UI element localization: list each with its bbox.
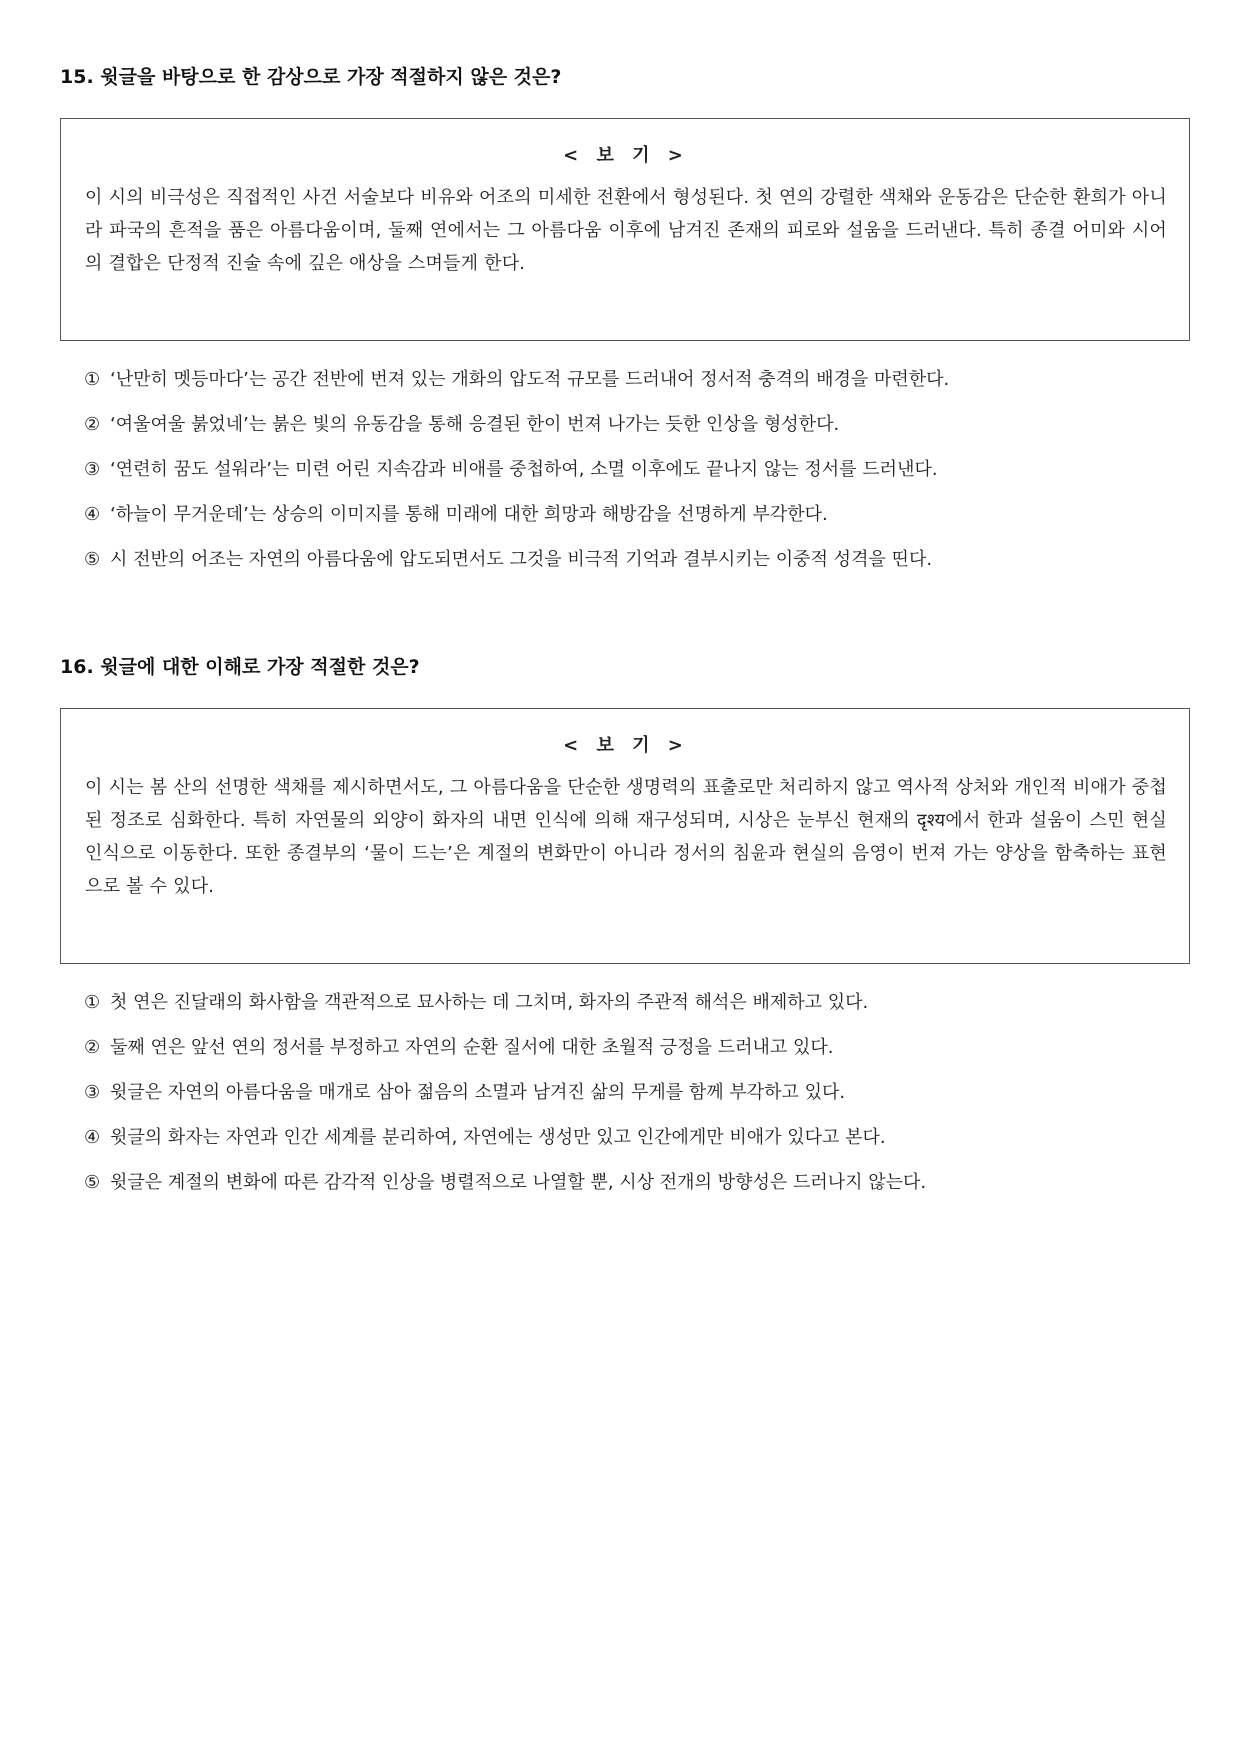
choice-text: 시 전반의 어조는 자연의 아름다움에 압도되면서도 그것을 비극적 기억과 결부시키는 이중적 성격을 띤다. bbox=[110, 549, 933, 570]
choice-text: 첫 연은 진달래의 화사함을 객관적으로 묘사하는 데 그치며, 화자의 주관적 해석은 배제하고 있다. bbox=[110, 992, 869, 1013]
choice-number: ③ bbox=[84, 459, 101, 480]
choice-text: 윗글의 화자는 자연과 인간 세계를 분리하여, 자연에는 생성만 있고 인간에게만 비애가 있다고 본다. bbox=[110, 1127, 886, 1148]
choice-number: ① bbox=[84, 992, 101, 1013]
choice-list-16 bbox=[60, 990, 1190, 1196]
choice-number: ③ bbox=[84, 1082, 101, 1103]
choice-16-4[interactable] bbox=[84, 1125, 1190, 1151]
bogi-box-16 bbox=[60, 708, 1190, 964]
question-16 bbox=[60, 654, 1190, 1215]
choice-text: 둘째 연은 앞선 연의 정서를 부정하고 자연의 순환 질서에 대한 초월적 긍정을 드러내고 있다. bbox=[110, 1037, 834, 1058]
choice-15-4[interactable] bbox=[84, 502, 1190, 528]
choice-text: 윗글은 계절의 변화에 따른 감각적 인상을 병렬적으로 나열할 뿐, 시상 전개의 방향성은 드러나지 않는다. bbox=[110, 1172, 927, 1193]
choice-number: ④ bbox=[84, 1127, 101, 1148]
choice-number: ⑤ bbox=[84, 549, 101, 570]
choice-text: ‘난만히 멧등마다’는 공간 전반에 번져 있는 개화의 압도적 규모를 드러내어 정서적 충격의 배경을 마련한다. bbox=[110, 369, 950, 390]
bogi-box-15 bbox=[60, 118, 1190, 341]
choice-16-1[interactable] bbox=[84, 990, 1190, 1016]
question-15 bbox=[60, 64, 1190, 592]
choice-number: ② bbox=[84, 414, 101, 435]
choice-text: ‘연련히 꿈도 설워라’는 미련 어린 지속감과 비애를 중첩하여, 소멸 이후에도 끝나지 않는 정서를 드러낸다. bbox=[110, 459, 938, 480]
bogi-title-15: < 보 기 > bbox=[563, 145, 689, 166]
choice-15-1[interactable] bbox=[84, 367, 1190, 393]
bogi-text-16: 이 시는 봄 산의 선명한 색채를 제시하면서도, 그 아름다움을 단순한 생명력의 표출로만 처리하지 않고 역사적 상처와 개인적 비애가 중첩된 정조로 심화한다. 특히 자연물의 외양이 화자의 내면 인식에 의해 재구성되며, 시상은 눈부신 현재의 दृश्य에서 한과 설움이 스민 현실 인식으로 이동한다. 또한 종결부의 ‘물이 드는’은 계절의 변화만이 아니라 정서의 침윤과 현실의 음영이 번져 가는 양상을 함축하는 표현으로 볼 수 있다. bbox=[85, 777, 1167, 897]
choice-number: ⑤ bbox=[84, 1172, 101, 1193]
choice-text: ‘하늘이 무거운데’는 상승의 이미지를 통해 미래에 대한 희망과 해방감을 선명하게 부각한다. bbox=[110, 504, 828, 525]
choice-16-5[interactable] bbox=[84, 1170, 1190, 1196]
choice-number: ② bbox=[84, 1037, 101, 1058]
choice-number: ① bbox=[84, 369, 101, 390]
bogi-title-16: < 보 기 > bbox=[563, 735, 689, 756]
question-16-title: 16. 윗글에 대한 이해로 가장 적절한 것은? bbox=[60, 656, 420, 678]
choice-16-2[interactable] bbox=[84, 1035, 1190, 1061]
choice-15-3[interactable] bbox=[84, 457, 1190, 483]
choice-15-5[interactable] bbox=[84, 547, 1190, 573]
choice-number: ④ bbox=[84, 504, 101, 525]
question-15-title: 15. 윗글을 바탕으로 한 감상으로 가장 적절하지 않은 것은? bbox=[60, 66, 562, 88]
choice-text: 윗글은 자연의 아름다움을 매개로 삼아 젊음의 소멸과 남겨진 삶의 무게를 함께 부각하고 있다. bbox=[110, 1082, 846, 1103]
bogi-text-15: 이 시의 비극성은 직접적인 사건 서술보다 비유와 어조의 미세한 전환에서 형성된다. 첫 연의 강렬한 색채와 운동감은 단순한 환희가 아니라 파국의 흔적을 품은 아름다움이며, 둘째 연에서는 그 아름다움 이후에 남겨진 존재의 피로와 설움을 드러낸다. 특히 종결 어미와 시어의 결합은 단정적 진술 속에 깊은 애상을 스며들게 한다. bbox=[85, 187, 1167, 274]
choice-text: ‘여울여울 붉었네’는 붉은 빛의 유동감을 통해 응결된 한이 번져 나가는 듯한 인상을 형성한다. bbox=[110, 414, 840, 435]
choice-16-3[interactable] bbox=[84, 1080, 1190, 1106]
choice-list-15 bbox=[60, 367, 1190, 573]
choice-15-2[interactable] bbox=[84, 412, 1190, 438]
